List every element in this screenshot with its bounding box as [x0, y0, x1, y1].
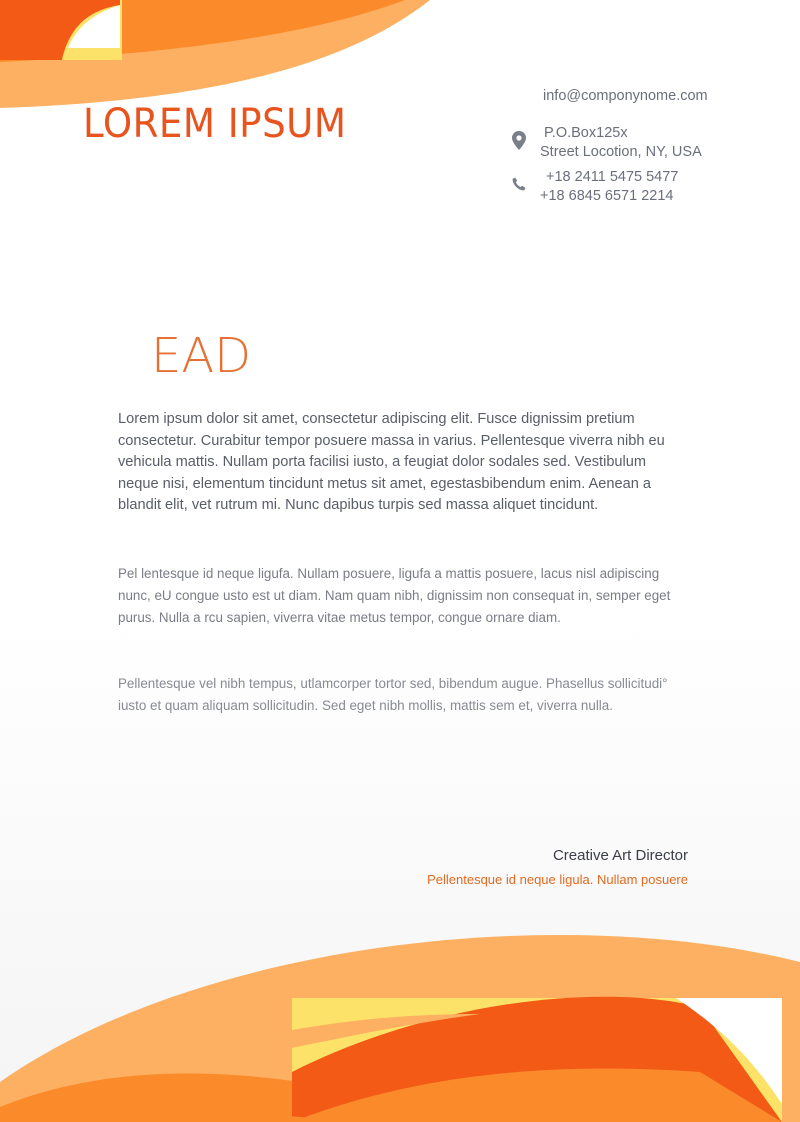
company-logo-text: LOREM IPSUM — [83, 101, 347, 147]
phone-lines — [540, 168, 678, 206]
letter-heading: EAD — [151, 328, 252, 384]
signature-block — [427, 846, 688, 890]
phone-line-2: +18 6845 6571 2214 — [540, 188, 674, 204]
signature-subtitle: Pellentesque id neque ligula. Nullam posuere — [427, 872, 688, 887]
map-pin-icon — [512, 131, 526, 154]
phone-line-1: +18 2411 5475 5477 — [546, 169, 679, 185]
address-line-1: P.O.Box125x — [544, 125, 628, 141]
phone-icon — [512, 177, 526, 195]
contact-email: info@componynome.com — [543, 88, 708, 104]
address-line-2: Street Locotion, NY, USA — [540, 144, 702, 160]
bottom-wave-decoration — [0, 922, 800, 1122]
address-lines — [540, 124, 702, 162]
body-paragraph-2: Pel lentesque id neque ligufa. Nullam posuere, ligufa a mattis posuere, lacus nisl adipiscing nunc, eU congue usto est ut diam. Nam quam nibh, dignissim non consequat in, semper eget purus. Nulla a rcu sapien, viverra vitae metus tempor, congue ornare diam. — [118, 566, 671, 625]
body-paragraph-1: Lorem ipsum dolor sit amet, consectetur adipiscing elit. Fusce dignissim pretium consectetur. Curabitur tempor posuere massa in varius. Pellentesque viverra nibh eu vehicula mattis. Nullam porta facilisi iusto, a feugiat dolor sodales sed. Vestibulum neque nisi, elementum tincidunt metus sit amet, egestasbibendum enim. Aenean a blandit elit, vet rutrum mi. Nunc dapibus turpis sed massa aliquet tincidunt. — [118, 411, 665, 513]
body-paragraph-3: Pellentesque vel nibh tempus, utlamcorper tortor sed, bibendum augue. Phasellus sollicitudi° iusto et quam aliquam sollicitudin. Sed eget nibh mollis, mattis sem et, viverra nulla. — [118, 676, 668, 713]
signature-title: Creative Art Director — [552, 847, 688, 864]
